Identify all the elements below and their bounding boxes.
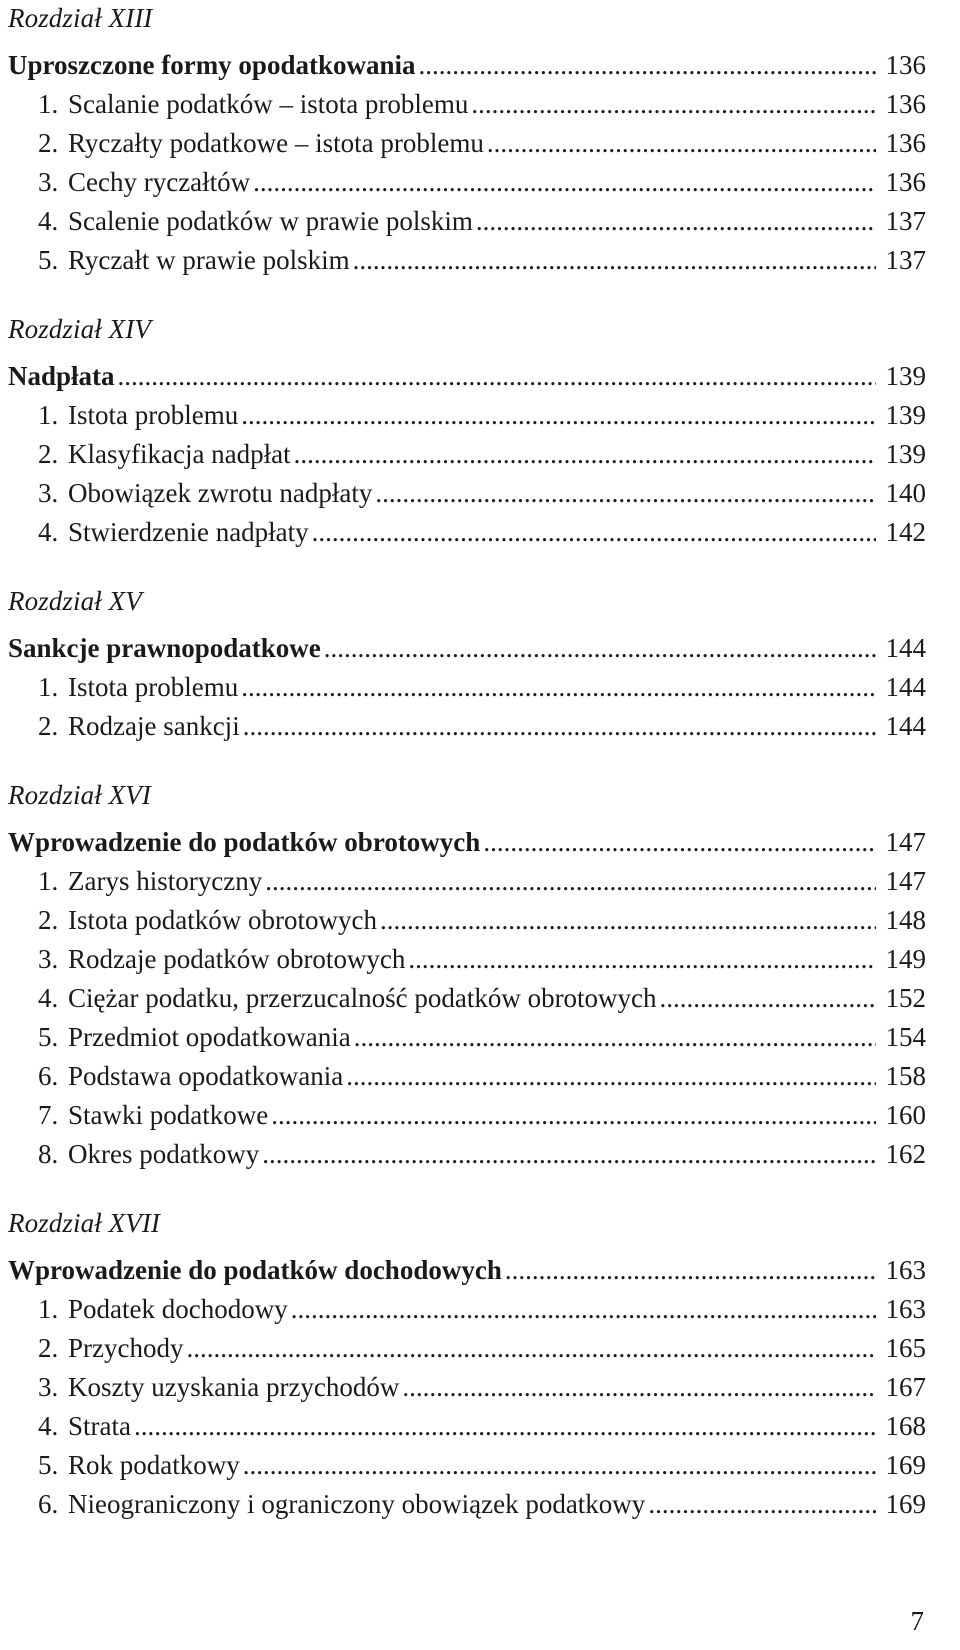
item-number: 5. [38, 245, 59, 275]
dot-leader [483, 823, 876, 862]
item-title: Stwierdzenie nadpłaty [68, 517, 309, 547]
dot-leader [312, 513, 876, 552]
section-gap [8, 280, 926, 308]
page-number: 144 [885, 711, 926, 741]
dot-leader [243, 707, 876, 746]
item-title: Okres podatkowy [68, 1139, 260, 1169]
dot-leader [408, 940, 876, 979]
item-number: 2. [38, 1333, 59, 1363]
item-title: Scalanie podatków – istota problemu [68, 89, 469, 119]
item-title: Rodzaje sankcji [68, 711, 240, 741]
page-number: 163 [885, 1255, 926, 1285]
page-number: 160 [885, 1100, 926, 1130]
item-title: Koszty uzyskania przychodów [68, 1372, 400, 1402]
item-number: 4. [38, 517, 59, 547]
page-number: 154 [885, 1022, 926, 1052]
dot-leader [134, 1407, 876, 1446]
heading-title: Nadpłata [8, 361, 115, 391]
dot-leader [487, 124, 876, 163]
item-title: Istota problemu [68, 400, 239, 430]
chapter-heading [8, 629, 926, 668]
item-number: 1. [38, 1294, 59, 1324]
item-number: 5. [38, 1450, 59, 1480]
chapter-xiv [8, 311, 926, 552]
page-number: 144 [885, 672, 926, 702]
chapter-xiii [8, 0, 926, 280]
item-title: Ciężar podatku, przerzucalność podatków obrotowych [68, 983, 657, 1013]
dot-leader [186, 1329, 876, 1368]
item-title: Klasyfikacja nadpłat [68, 439, 291, 469]
heading-title: Sankcje prawnopodatkowe [8, 633, 321, 663]
toc-item [8, 1135, 926, 1174]
item-number: 7. [38, 1100, 59, 1130]
toc-item [8, 474, 926, 513]
item-number: 1. [38, 672, 59, 702]
toc-item [8, 1407, 926, 1446]
heading-title: Wprowadzenie do podatków obrotowych [8, 827, 481, 857]
item-number: 4. [38, 206, 59, 236]
toc-item [8, 668, 926, 707]
page-number: 165 [885, 1333, 926, 1363]
chapter-label: Rozdział XVII [8, 1208, 161, 1238]
page-number: 139 [885, 439, 926, 469]
page-number: 139 [885, 400, 926, 430]
heading-title: Uproszczone formy opodatkowania [8, 50, 416, 80]
item-title: Nieograniczony i ograniczony obowiązek podatkowy [68, 1489, 646, 1519]
toc-item [8, 163, 926, 202]
item-title: Obowiązek zwrotu nadpłaty [68, 478, 373, 508]
dot-leader [346, 1057, 876, 1096]
page-number: 167 [885, 1372, 926, 1402]
item-title: Ryczałt w prawie polskim [68, 245, 350, 275]
chapter-xvi [8, 777, 926, 1174]
dot-leader [241, 668, 876, 707]
page-number: 152 [885, 983, 926, 1013]
toc-item [8, 435, 926, 474]
page-number: 140 [885, 478, 926, 508]
dot-leader [660, 979, 876, 1018]
dot-leader [262, 1135, 876, 1174]
dot-leader [291, 1290, 876, 1329]
item-number: 3. [38, 944, 59, 974]
dot-leader [118, 357, 876, 396]
page-number: 147 [885, 866, 926, 896]
page-number: 144 [885, 633, 926, 663]
item-number: 8. [38, 1139, 59, 1169]
dot-leader [380, 901, 876, 940]
page-number: 158 [885, 1061, 926, 1091]
toc-item [8, 1368, 926, 1407]
dot-leader [375, 474, 876, 513]
item-title: Istota problemu [68, 672, 239, 702]
dot-leader [241, 396, 876, 435]
page-number: 136 [885, 167, 926, 197]
page-number: 137 [885, 206, 926, 236]
toc-item [8, 202, 926, 241]
page-number: 139 [885, 361, 926, 391]
chapter-xv [8, 583, 926, 746]
dot-leader [253, 163, 876, 202]
heading-title: Wprowadzenie do podatków dochodowych [8, 1255, 502, 1285]
toc-item [8, 1329, 926, 1368]
page-number: 148 [885, 905, 926, 935]
dot-leader [294, 435, 876, 474]
item-title: Podstawa opodatkowania [68, 1061, 344, 1091]
item-title: Rodzaje podatków obrotowych [68, 944, 406, 974]
item-title: Scalenie podatków w prawie polskim [68, 206, 473, 236]
toc-item [8, 901, 926, 940]
dot-leader [265, 862, 876, 901]
item-title: Przychody [68, 1333, 184, 1363]
chapter-xvii [8, 1205, 926, 1524]
item-title: Podatek dochodowy [68, 1294, 288, 1324]
toc-item [8, 862, 926, 901]
toc-item [8, 1290, 926, 1329]
item-number: 1. [38, 866, 59, 896]
dot-leader [243, 1446, 876, 1485]
page-number: 136 [885, 50, 926, 80]
dot-leader [402, 1368, 876, 1407]
item-number: 2. [38, 439, 59, 469]
toc-item [8, 940, 926, 979]
item-title: Ryczałty podatkowe – istota problemu [68, 128, 484, 158]
toc-item [8, 1018, 926, 1057]
section-gap [8, 552, 926, 580]
toc-item [8, 1446, 926, 1485]
dot-leader [419, 46, 877, 85]
item-title: Przedmiot opodatkowania [68, 1022, 351, 1052]
section-gap [8, 1174, 926, 1202]
item-title: Strata [68, 1411, 131, 1441]
page-number: 163 [885, 1294, 926, 1324]
page-number: 147 [885, 827, 926, 857]
chapter-label: Rozdział XV [8, 586, 142, 616]
toc-item [8, 1485, 926, 1524]
toc-item [8, 1096, 926, 1135]
item-number: 6. [38, 1489, 59, 1519]
page-number: 169 [885, 1489, 926, 1519]
page-number: 162 [885, 1139, 926, 1169]
item-number: 4. [38, 983, 59, 1013]
toc-item [8, 85, 926, 124]
chapter-label: Rozdział XVI [8, 780, 151, 810]
page-number: 149 [885, 944, 926, 974]
page-footer-number: 7 [910, 1606, 924, 1636]
toc-item [8, 1057, 926, 1096]
page-number: 137 [885, 245, 926, 275]
item-title: Stawki podatkowe [68, 1100, 269, 1130]
dot-leader [476, 202, 876, 241]
chapter-heading [8, 357, 926, 396]
dot-leader [505, 1251, 876, 1290]
item-title: Cechy ryczałtów [68, 167, 251, 197]
item-title: Rok podatkowy [68, 1450, 240, 1480]
page-number: 136 [885, 128, 926, 158]
dot-leader [271, 1096, 876, 1135]
toc-item [8, 241, 926, 280]
dot-leader [324, 629, 876, 668]
item-number: 2. [38, 905, 59, 935]
table-of-contents [8, 0, 926, 1524]
item-number: 1. [38, 89, 59, 119]
chapter-heading [8, 1251, 926, 1290]
page-number: 142 [885, 517, 926, 547]
dot-leader [353, 241, 876, 280]
page-number: 136 [885, 89, 926, 119]
dot-leader [354, 1018, 876, 1057]
toc-item [8, 396, 926, 435]
dot-leader [648, 1485, 876, 1524]
dot-leader [471, 85, 876, 124]
chapter-heading [8, 823, 926, 862]
chapter-heading [8, 46, 926, 85]
item-number: 3. [38, 167, 59, 197]
chapter-label: Rozdział XIV [8, 314, 151, 344]
chapter-label: Rozdział XIII [8, 3, 153, 33]
toc-item [8, 513, 926, 552]
page-number: 169 [885, 1450, 926, 1480]
item-title: Istota podatków obrotowych [68, 905, 377, 935]
toc-item [8, 124, 926, 163]
item-number: 5. [38, 1022, 59, 1052]
toc-item [8, 707, 926, 746]
section-gap [8, 746, 926, 774]
item-number: 3. [38, 1372, 59, 1402]
item-number: 3. [38, 478, 59, 508]
item-number: 2. [38, 128, 59, 158]
item-number: 4. [38, 1411, 59, 1441]
item-number: 6. [38, 1061, 59, 1091]
item-number: 1. [38, 400, 59, 430]
item-title: Zarys historyczny [68, 866, 263, 896]
item-number: 2. [38, 711, 59, 741]
page-number: 168 [885, 1411, 926, 1441]
toc-item [8, 979, 926, 1018]
